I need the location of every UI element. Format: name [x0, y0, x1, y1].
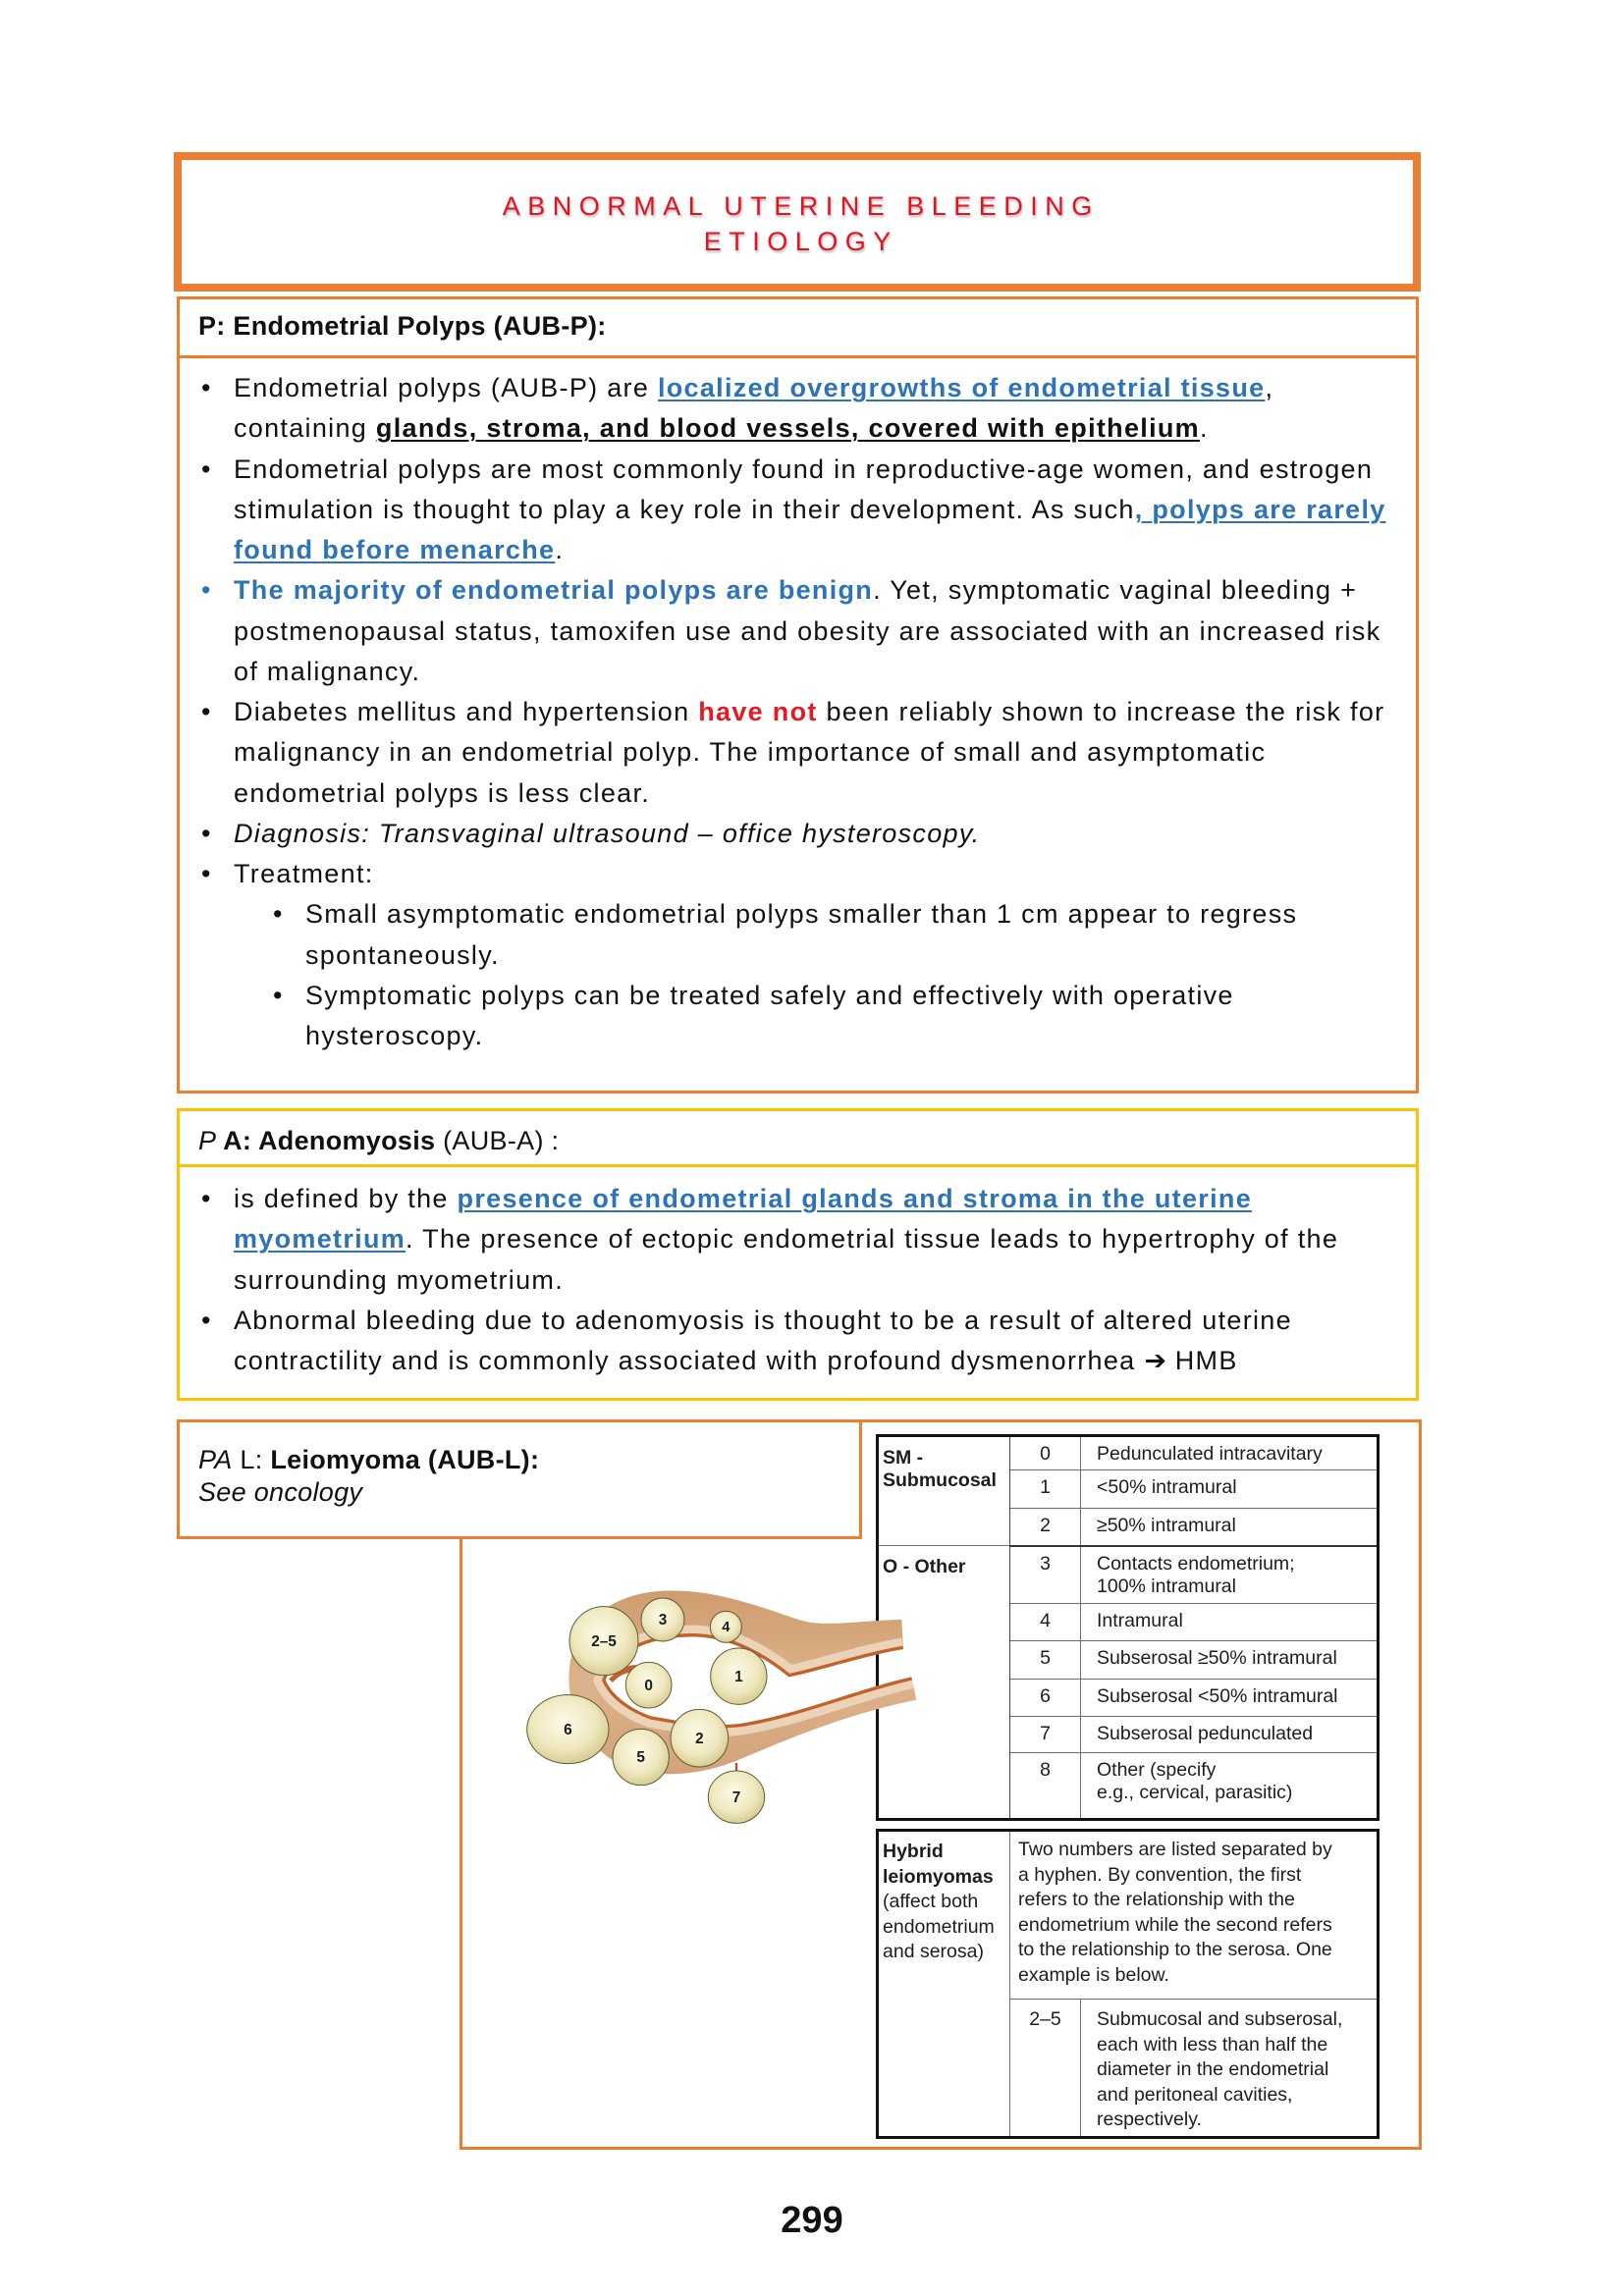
fibroid-label: 4 [722, 1620, 731, 1635]
description-line: example is below. [1018, 1963, 1169, 1986]
italic-text: Diagnosis: Transvaginal ultrasound – office hysteroscopy. [234, 818, 981, 848]
fibroid-1-icon [711, 1648, 767, 1704]
heading-prefix: PA [198, 1445, 233, 1474]
bullet-list [234, 368, 1400, 1056]
section-body [180, 1167, 1416, 1381]
description-line: endometrium while the second refers [1018, 1913, 1332, 1936]
description-line: respectively. [1097, 2109, 1202, 2130]
text-run: been reliably shown to increase the risk for malignancy in an endometrial polyp. The importance of small and asymptomatic endometrial polyps is less clear. [234, 697, 1385, 808]
hybrid-label [878, 1831, 1010, 2138]
hybrid-example-code: 2–5 [1010, 2000, 1081, 2138]
red-bold-text: have not [698, 697, 818, 726]
text-run: . Yet, symptomatic vaginal bleeding + postmenopausal status, tamoxifen use and obesity are associated with an increased risk of malignancy. [234, 575, 1381, 686]
heading-title: Leiomyoma (AUB-L): [270, 1445, 540, 1474]
hybrid-example-description [1081, 2000, 1379, 2138]
fibroid-6-icon [527, 1695, 609, 1764]
group-label-line: O - Other [883, 1556, 966, 1577]
sub-bullet-list [305, 894, 1400, 1056]
fibroid-type-description [1081, 1436, 1379, 1470]
emphasis-link-text: , polyps are rarely found before menarche [234, 494, 1386, 564]
fibroid-type-description [1081, 1604, 1379, 1641]
description-line: Subserosal <50% intramural [1097, 1685, 1338, 1707]
fibroid-type-code: 5 [1010, 1641, 1081, 1680]
text-run: is defined by the [234, 1184, 458, 1213]
fibroid-type-code: 4 [1010, 1604, 1081, 1641]
description-line: a hyphen. By convention, the first [1018, 1863, 1302, 1886]
description-line: <50% intramural [1097, 1476, 1237, 1498]
section-heading [198, 1444, 539, 1476]
heading-suffix: (AUB-A) : [435, 1126, 560, 1155]
fibroid-type-description [1081, 1680, 1379, 1717]
heading-letter: L: [232, 1445, 271, 1474]
arrow-right-icon: ➔ [1144, 1346, 1166, 1376]
description-line: Subserosal pedunculated [1097, 1723, 1314, 1744]
fibroid-type-description [1081, 1509, 1379, 1546]
bullet-item-malignancy-risk [234, 570, 1400, 692]
text-run: Abnormal bleeding due to adenomyosis is thought to be a result of altered uterine contractility and is commonly associated with profound dysmenorrhea [234, 1305, 1292, 1375]
label-line: (affect both [883, 1891, 979, 1912]
description-line: each with less than half the [1097, 2033, 1328, 2056]
section-heading-bar [180, 1111, 1416, 1167]
text-run: HMB [1165, 1346, 1238, 1375]
fibroid-classification-table [876, 1434, 1380, 1821]
fibroid-label: 1 [734, 1668, 743, 1685]
emphasis-link-text: localized overgrowths of endometrial tissue [657, 373, 1266, 402]
table-row [878, 1831, 1379, 2000]
fibroid-2-5-icon [569, 1607, 638, 1676]
text-run: . The presence of ectopic endometrial tissue leads to hypertrophy of the surrounding myometrium. [234, 1224, 1339, 1295]
description-line: 100% intramural [1097, 1575, 1236, 1597]
description-line: diameter in the endometrial [1097, 2058, 1329, 2080]
fibroid-label: 6 [564, 1721, 572, 1738]
bullet-item-treatment [234, 854, 1400, 1056]
text-run: Treatment: [234, 859, 374, 888]
description-line: Two numbers are listed separated by [1018, 1839, 1332, 1860]
section-heading-bar [180, 299, 1416, 358]
table-row [878, 1436, 1379, 1470]
label-line: Hybrid [883, 1841, 944, 1862]
description-line: Other (specify [1097, 1759, 1217, 1781]
table-row [878, 1546, 1379, 1604]
title-banner [174, 152, 1421, 292]
blue-bold-text: The majority of endometrial polyps are benign [234, 575, 874, 606]
bullet-item-definition [234, 1179, 1400, 1301]
heading-title: A: Adenomyosis [223, 1126, 436, 1155]
label-line: and serosa) [883, 1941, 984, 1962]
fibroid-type-description [1081, 1717, 1379, 1753]
cross-reference-note: See oncology [198, 1477, 363, 1507]
section-adenomyosis [177, 1108, 1419, 1401]
heading-prefix: P [198, 1126, 224, 1155]
bullet-item-definition [234, 368, 1400, 450]
description-line: Submucosal and subserosal, [1097, 2008, 1343, 2030]
section-leiomyoma [177, 1419, 862, 1539]
hybrid-leiomyoma-table [876, 1829, 1380, 2139]
bullet-item-bleeding-mechanism [234, 1301, 1400, 1382]
description-line: to the relationship to the serosa. One [1018, 1939, 1332, 1960]
fibroid-4-icon [710, 1611, 741, 1642]
fibroid-type-code: 8 [1010, 1753, 1081, 1820]
bullet-item-epidemiology [234, 450, 1400, 571]
description-line: refers to the relationship with the [1018, 1889, 1295, 1910]
hybrid-description [1010, 1831, 1379, 2000]
fibroid-type-code: 3 [1010, 1546, 1081, 1604]
text-run: Diabetes mellitus and hypertension [234, 697, 699, 726]
description-line: Subserosal ≥50% intramural [1097, 1647, 1337, 1669]
fibroid-type-code: 1 [1010, 1470, 1081, 1509]
group-label-line: Submucosal [883, 1469, 997, 1491]
fibroid-type-code: 2 [1010, 1509, 1081, 1546]
section-endometrial-polyps [177, 296, 1419, 1094]
group-label-submucosal [878, 1436, 1010, 1546]
fibroid-type-code: 6 [1010, 1680, 1081, 1717]
sub-bullet-item: • Small asymptomatic endometrial polyps smaller than 1 cm appear to regress spontaneously. [305, 894, 1400, 976]
text-run: . [1200, 413, 1209, 444]
text-run: Endometrial polyps are most commonly found in reproductive-age women, and estrogen stimulation is thought to play a key role in their development. As such [234, 454, 1374, 524]
fibroid-label: 7 [731, 1789, 741, 1806]
description-line: ≥50% intramural [1097, 1515, 1236, 1536]
bullet-list [234, 1179, 1400, 1381]
text-run: Endometrial polyps (AUB-P) are [234, 373, 658, 402]
description-line: Intramural [1097, 1610, 1183, 1631]
label-line: endometrium [883, 1915, 995, 1938]
uterus-fibroid-diagram [511, 1551, 943, 1855]
fibroid-2-icon [671, 1709, 729, 1767]
bullet-item-diagnosis [234, 814, 1400, 854]
description-line: e.g., cervical, parasitic) [1097, 1782, 1293, 1803]
fibroid-type-description [1081, 1753, 1379, 1820]
fibroid-0-icon [625, 1662, 672, 1708]
bold-underlined-text: glands, stroma, and blood vessels, covered with epithelium [375, 413, 1200, 444]
fibroid-7-icon [708, 1771, 764, 1823]
fibroid-type-code: 7 [1010, 1717, 1081, 1753]
fibroid-type-description [1081, 1641, 1379, 1680]
fibroid-type-description [1081, 1470, 1379, 1509]
fibroid-5-icon [613, 1729, 669, 1785]
group-label-line: SM - [883, 1447, 924, 1468]
section-heading [198, 1121, 559, 1161]
fibroid-type-description [1081, 1546, 1379, 1604]
description-line: Pedunculated intracavitary [1097, 1443, 1323, 1465]
fibroid-label: 5 [636, 1749, 645, 1767]
page-number: 299 [781, 2200, 843, 2241]
title-line-main: ABNORMAL UTERINE BLEEDING [502, 191, 1100, 221]
text-run: , containing [234, 373, 1274, 444]
section-body [180, 358, 1416, 1056]
fibroid-label: 2 [695, 1730, 704, 1747]
fibroid-3-icon [641, 1598, 684, 1641]
fibroid-label: 0 [644, 1677, 653, 1694]
bullet-item-risk-factors [234, 692, 1400, 814]
sub-bullet-item: • Symptomatic polyps can be treated safely and effectively with operative hysteroscopy. [305, 976, 1400, 1057]
title-line-sub: ETIOLOGY [703, 227, 898, 256]
text-run: . [555, 535, 565, 564]
section-heading: P: Endometrial Polyps (AUB-P): [198, 311, 607, 341]
fibroid-label: 2–5 [591, 1632, 617, 1650]
label-line: leiomyomas [883, 1865, 994, 1888]
description-line: and peritoneal cavities, [1097, 2083, 1293, 2106]
emphasis-link-text: presence of endometrial glands and stroma in the uterine myometrium [234, 1184, 1253, 1255]
fibroid-type-code: 0 [1010, 1436, 1081, 1470]
description-line: Contacts endometrium; [1097, 1552, 1295, 1575]
fibroid-label: 3 [658, 1612, 668, 1629]
